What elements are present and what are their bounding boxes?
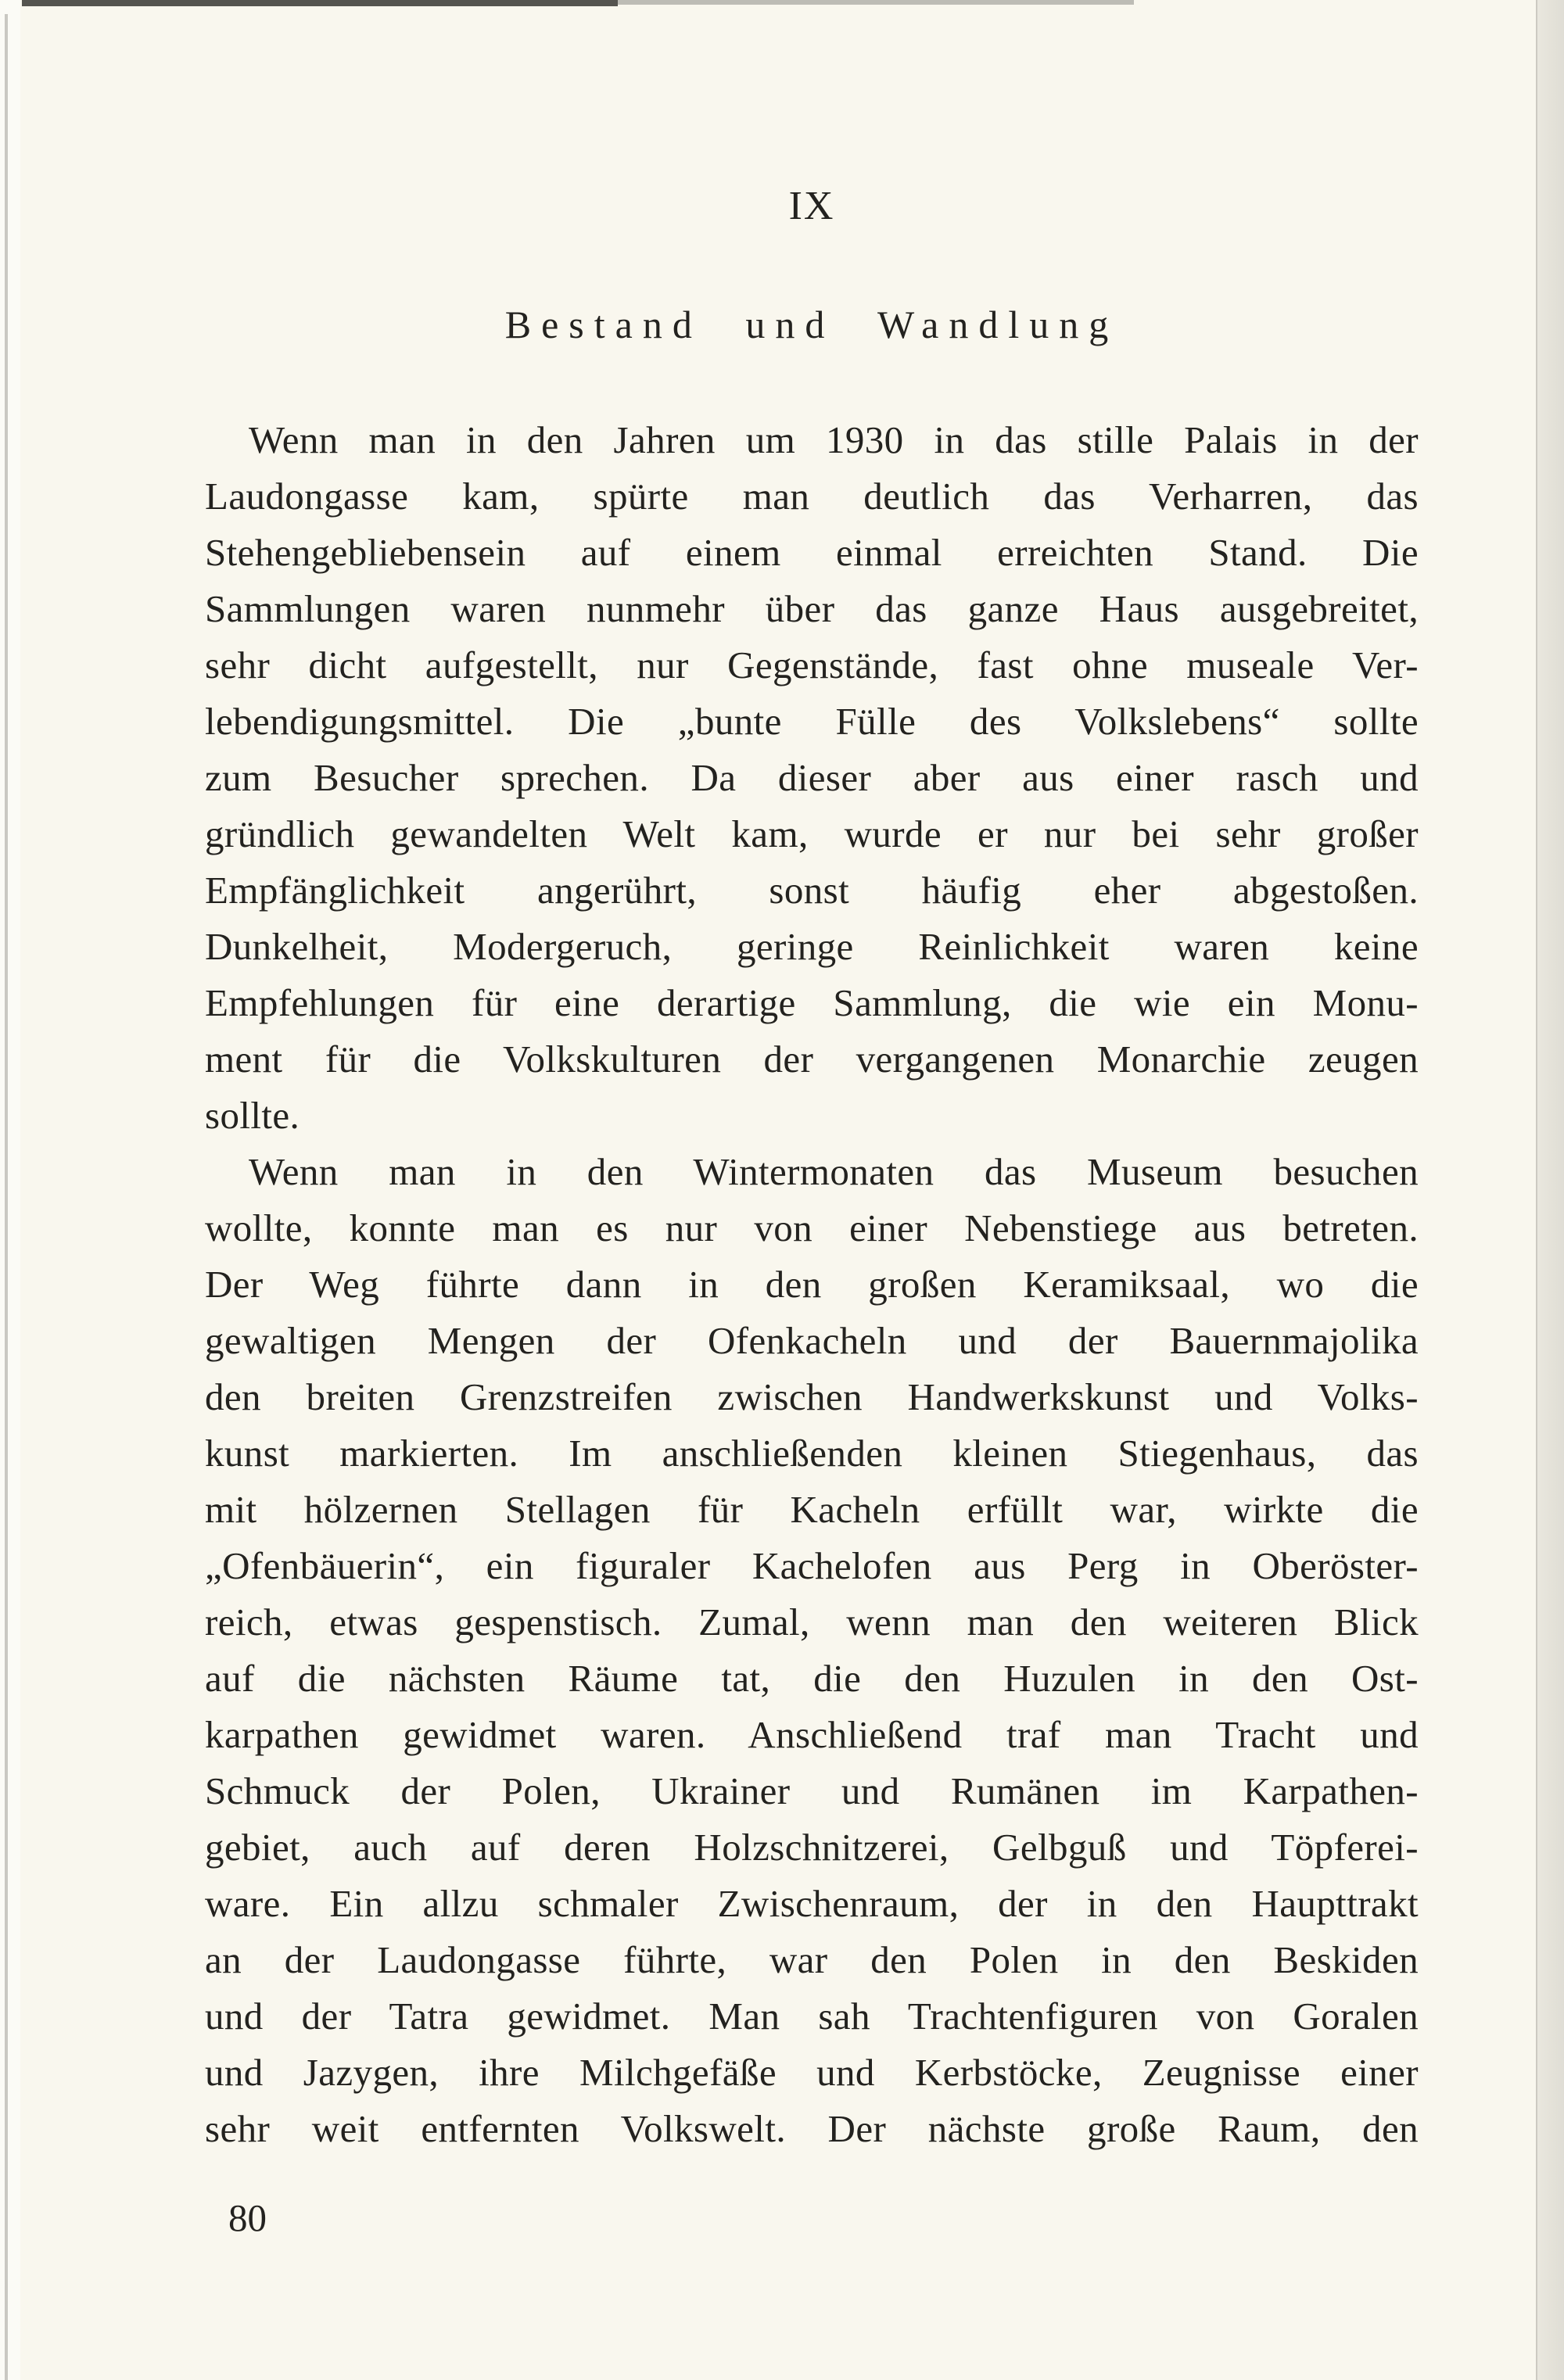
text-line: Wenn man in den Wintermonaten das Museum besuchen <box>249 1150 1419 1193</box>
text-line: sollte. <box>205 1094 300 1137</box>
text-line: karpathen gewidmet waren. Anschließend traf man Tracht und <box>205 1713 1419 1756</box>
text-line: gewaltigen Mengen der Ofenkacheln und der Bauernmajolika <box>205 1319 1419 1362</box>
text-line: den breiten Grenzstreifen zwischen Handwerkskunst und Volks- <box>205 1375 1419 1418</box>
text-line: Wenn man in den Jahren um 1930 in das stille Palais in der <box>249 418 1419 461</box>
chapter-title: Bestand und Wandlung <box>504 303 1119 346</box>
text-line: mit hölzernen Stellagen für Kacheln erfüllt war, wirkte die <box>205 1488 1419 1531</box>
text-line: lebendigungsmittel. Die „bunte Fülle des Volkslebens“ sollte <box>205 700 1419 743</box>
text-line: wollte, konnte man es nur von einer Nebenstiege aus betreten. <box>205 1206 1419 1249</box>
text-line: Schmuck der Polen, Ukrainer und Rumänen im Karpathen- <box>205 1769 1419 1812</box>
text-line: zum Besucher sprechen. Da dieser aber aus einer rasch und <box>205 756 1419 799</box>
text-line: Dunkelheit, Modergeruch, geringe Reinlichkeit waren keine <box>205 925 1419 968</box>
text-line: auf die nächsten Räume tat, die den Huzulen in den Ost- <box>205 1657 1419 1700</box>
text-line: Der Weg führte dann in den großen Keramiksaal, wo die <box>205 1263 1419 1306</box>
scan-artifact-top-band-light <box>618 0 1134 5</box>
scan-artifact-right-band <box>1536 0 1564 2380</box>
scan-artifact-left-line <box>5 14 8 2380</box>
paragraph-2 <box>205 1144 1419 2157</box>
text-line: „Ofenbäuerin“, ein figuraler Kachelofen aus Perg in Oberöster- <box>205 1544 1419 1587</box>
text-line: reich, etwas gespenstisch. Zumal, wenn man den weiteren Blick <box>205 1600 1419 1643</box>
text-line: und der Tatra gewidmet. Man sah Trachtenfiguren von Goralen <box>205 1995 1419 2038</box>
text-block <box>205 412 1419 2157</box>
text-line: sehr weit entfernten Volkswelt. Der nächste große Raum, den <box>205 2107 1419 2150</box>
text-line: sehr dicht aufgestellt, nur Gegenstände, fast ohne museale Ver- <box>205 643 1419 686</box>
text-line: Sammlungen waren nunmehr über das ganze Haus ausgebreitet, <box>205 587 1419 630</box>
text-line: gründlich gewandelten Welt kam, wurde er nur bei sehr großer <box>205 812 1419 855</box>
text-line: gebiet, auch auf deren Holzschnitzerei, Gelbguß und Töpferei- <box>205 1826 1419 1869</box>
text-line: und Jazygen, ihre Milchgefäße und Kerbstöcke, Zeugnisse einer <box>205 2051 1419 2094</box>
text-line: ment für die Volkskulturen der vergangenen Monarchie zeugen <box>205 1038 1419 1081</box>
text-line: kunst markierten. Im anschließenden kleinen Stiegenhaus, das <box>205 1432 1419 1475</box>
page-number: 80 <box>228 2196 267 2239</box>
text-line: ware. Ein allzu schmaler Zwischenraum, der in den Haupttrakt <box>205 1882 1419 1925</box>
text-line: an der Laudongasse führte, war den Polen in den Beskiden <box>205 1938 1419 1981</box>
text-line: Empfehlungen für eine derartige Sammlung, die wie ein Monu- <box>205 981 1419 1024</box>
chapter-number: IX <box>788 184 835 228</box>
text-line: Laudongasse kam, spürte man deutlich das Verharren, das <box>205 475 1419 518</box>
scan-artifact-top-band-dark <box>22 0 618 6</box>
scan-artifact-left-strip <box>0 0 20 2380</box>
text-line: Stehengebliebensein auf einem einmal erreichten Stand. Die <box>205 531 1419 574</box>
text-line: Empfänglichkeit angerührt, sonst häufig eher abgestoßen. <box>205 869 1419 912</box>
paragraph-1 <box>205 412 1419 1144</box>
